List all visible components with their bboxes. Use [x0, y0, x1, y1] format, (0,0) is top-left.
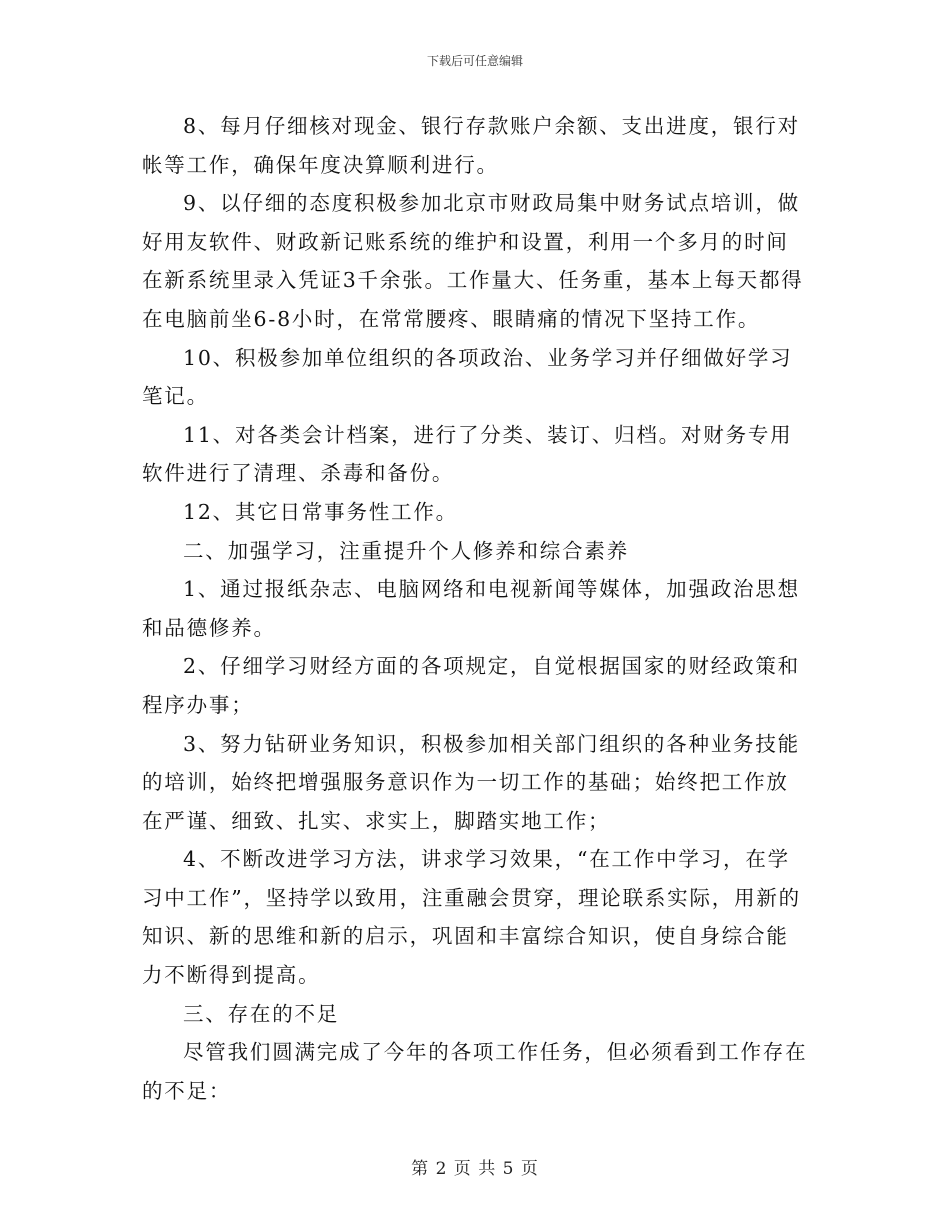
paragraph-study-4: 4、不断改进学习方法，讲求学习效果，“在工作中学习，在学习中工作”，坚持学以致用，注重融会贯穿，理论联系实际，用新的知识、新的思维和新的启示，巩固和丰富综合知识，使自身综合能力不断得到提高。 [142, 847, 801, 988]
paragraph-study-1: 1、通过报纸杂志、电脑网络和电视新闻等媒体，加强政治思想和品德修养。 [142, 577, 800, 640]
page-header-note: 下载后可任意编辑 [426, 54, 523, 68]
footer-suffix: 页 [520, 1159, 539, 1179]
footer-middle: 页 共 [453, 1159, 497, 1179]
paragraph-study-2: 2、仔细学习财经方面的各项规定，自觉根据国家的财经政策和程序办事； [142, 654, 800, 717]
paragraph-shortcomings: 尽管我们圆满完成了今年的各项工作任务，但必须看到工作存在的不足： [142, 1040, 808, 1103]
section-heading-3: 三、存在的不足 [183, 1001, 340, 1026]
section-heading-2: 二、加强学习，注重提升个人修养和综合素养 [183, 538, 629, 563]
paragraph-item-10: 10、积极参加单位组织的各项政治、业务学习并仔细做好学习笔记。 [142, 345, 793, 409]
paragraph-item-8: 8、每月仔细核对现金、银行存款账户余额、支出进度，银行对帐等工作，确保年度决算顺利进行。 [142, 114, 800, 177]
paragraph-item-12: 12、其它日常事务性工作。 [183, 499, 458, 524]
paragraph-study-3: 3、努力钻研业务知识，积极参加相关部门组织的各种业务技能的培训，始终把增强服务意识作为一切工作的基础；始终把工作放在严谨、细致、扎实、求实上，脚踏实地工作； [142, 731, 800, 833]
paragraph-item-11: 11、对各类会计档案，进行了分类、装订、归档。对财务专用软件进行了清理、杀毒和备份。 [142, 422, 793, 486]
paragraph-item-9: 9、以仔细的态度积极参加北京市财政局集中财务试点培训，做好用友软件、财政新记账系统的维护和设置，利用一个多月的时间在新系统里录入凭证3千余张。工作量大、任务重，基本上每天都得在电脑前坐6-8小时，在常常腰疼、眼睛痛的情况下坚持工作。 [142, 191, 804, 331]
document-body [142, 107, 808, 1110]
footer-current-page: 2 [435, 1159, 448, 1179]
page-footer [0, 1154, 950, 1179]
footer-prefix: 第 [411, 1159, 430, 1179]
footer-total-pages: 5 [502, 1159, 515, 1179]
